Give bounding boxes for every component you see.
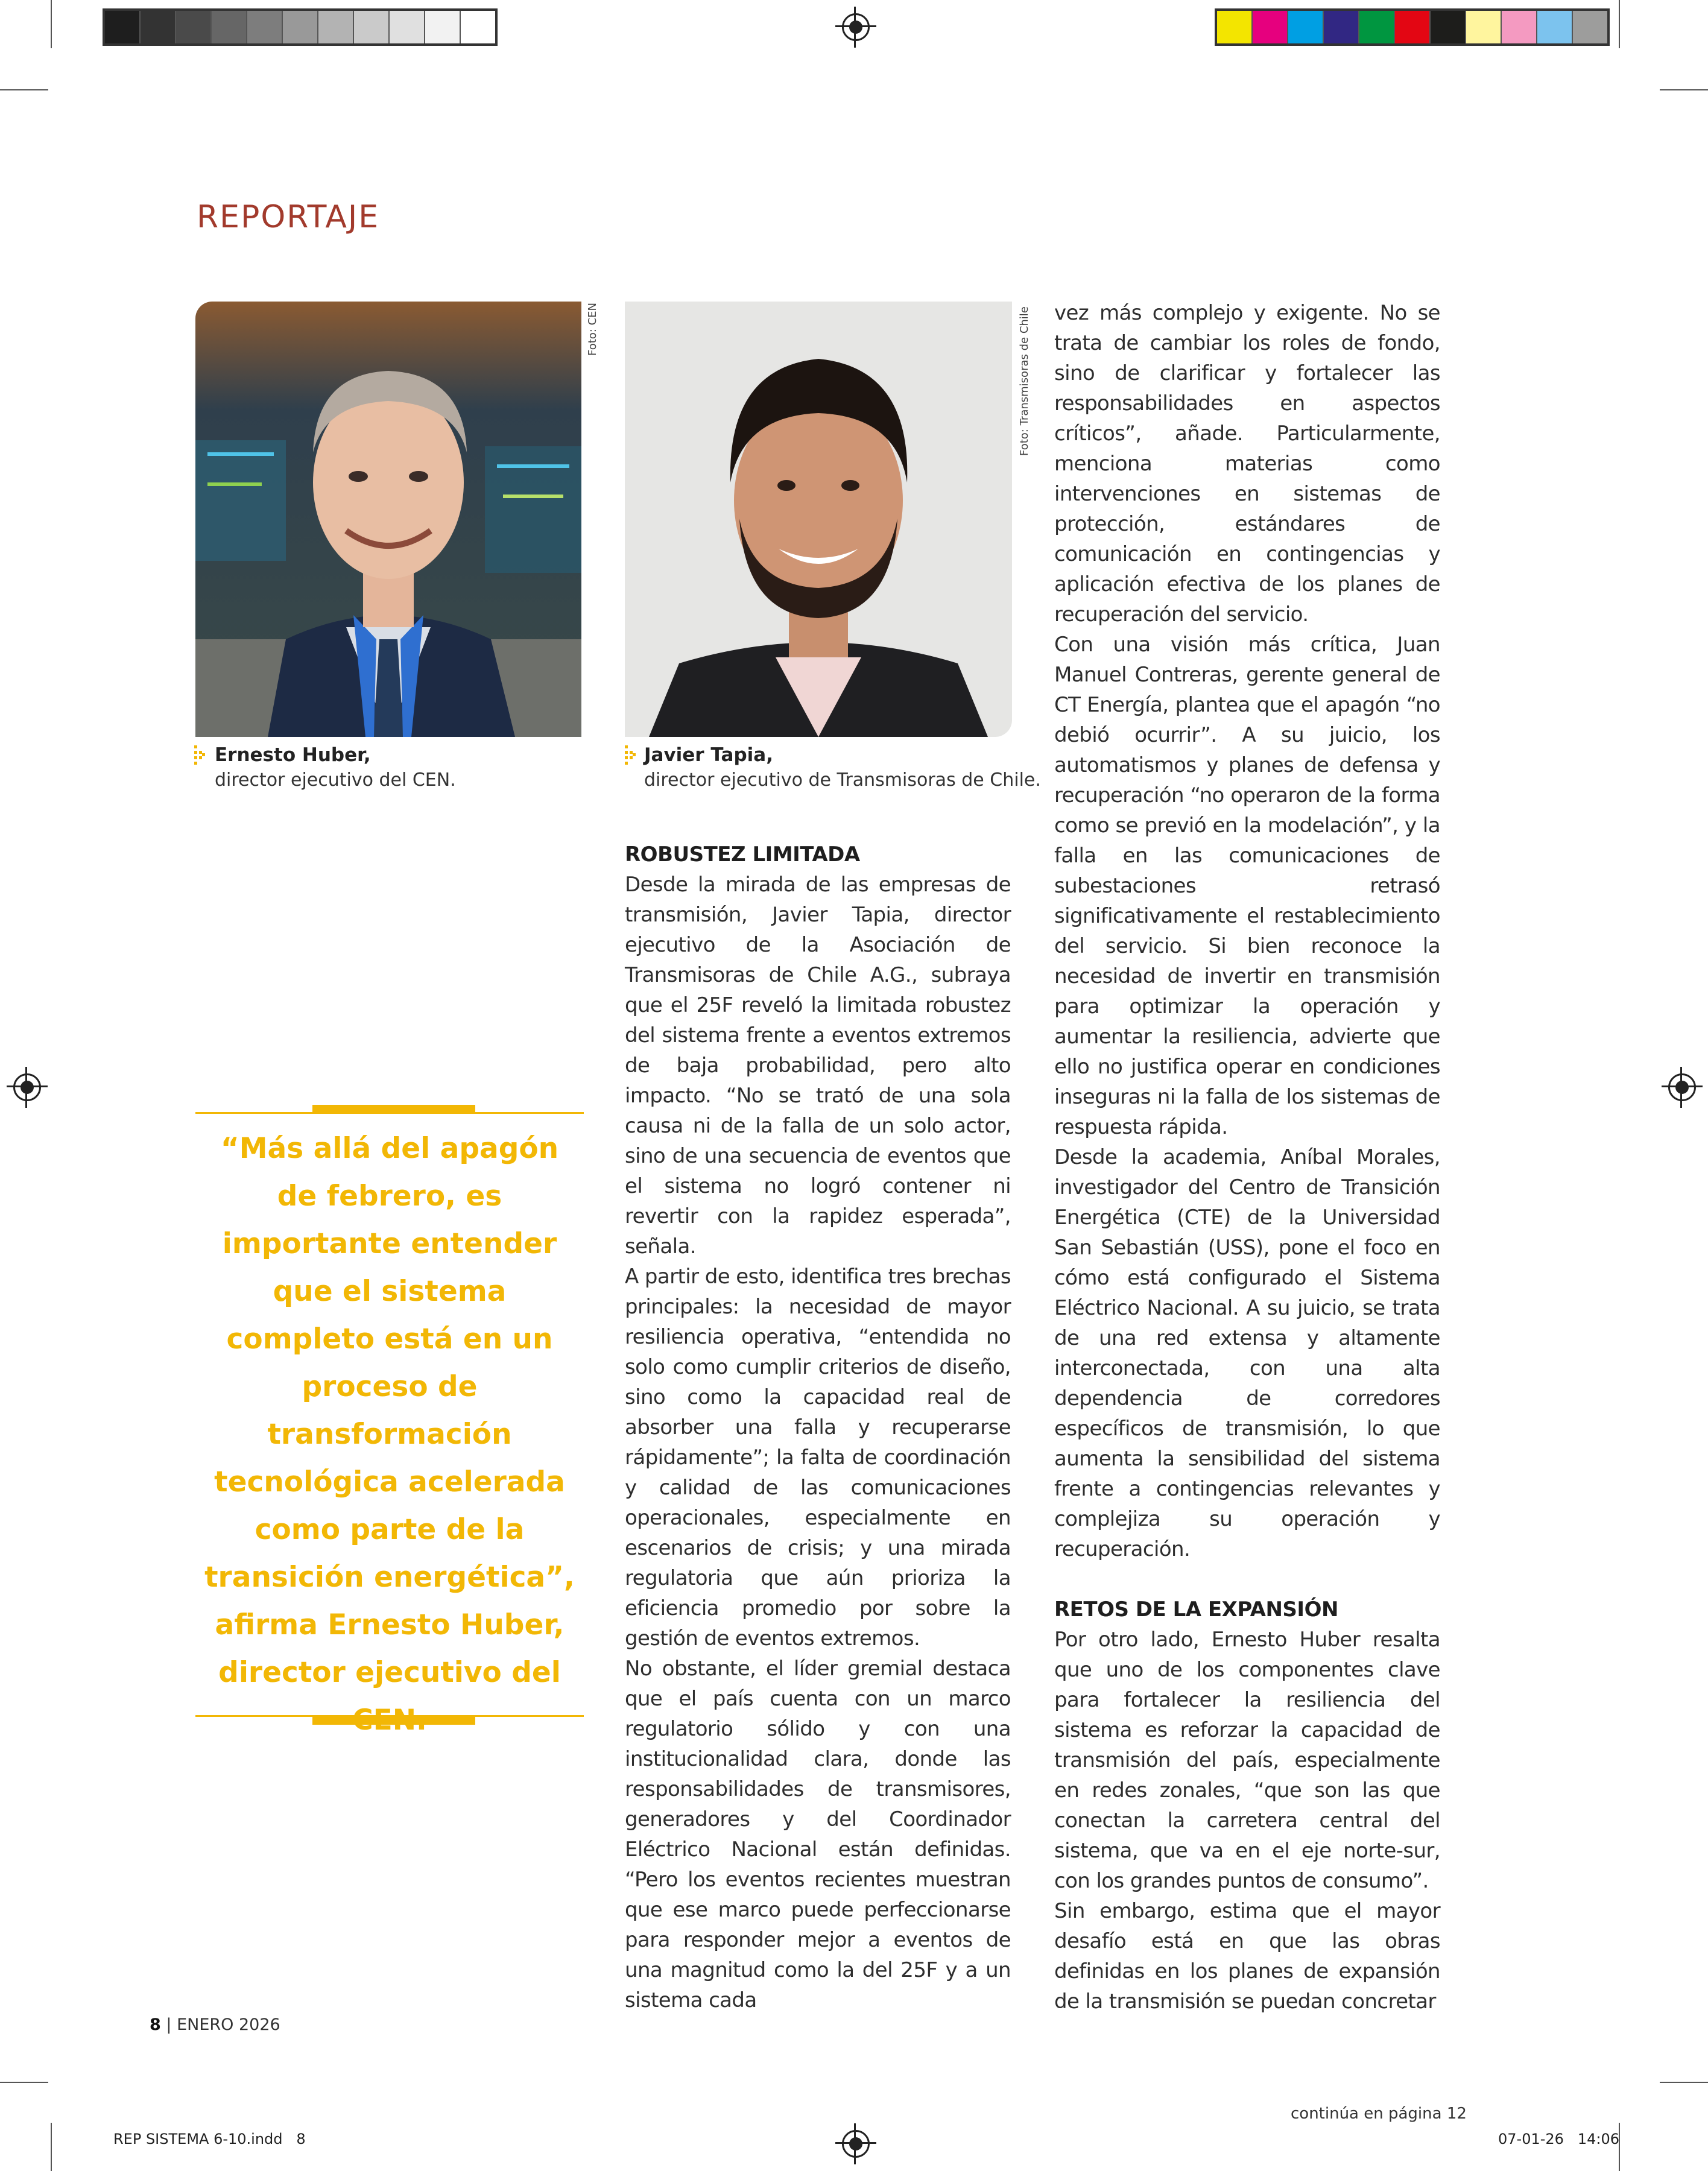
caption-role: director ejecutivo del CEN. [215,769,456,791]
photo-javier-tapia [625,302,1012,737]
subheading-robustez: ROBUSTEZ LIMITADA [625,842,860,867]
caption-marker-icon [194,745,205,766]
gray-swatch-strip [103,8,498,46]
issue-date: | ENERO 2026 [166,2015,280,2034]
page-number: 8 [150,2015,161,2034]
article-column-2 [625,839,1011,2015]
caption-name: Ernesto Huber, [215,744,371,766]
paragraph: A partir de esto, identifica tres brechas principales: la necesidad de mayor resiliencia operativa, “entendida no solo como cumplir criterios de diseño, sino como la capacidad real de absorber una falla y recuperarse rápidamente”; la falta de coordinación y calidad de las comunicaciones operacionales, especialmente en escenarios de crisis; y una mirada regulatoria que aún prioriza la eficiencia promedio por sobre la gestión de eventos extremos. [625,1265,1011,1651]
portrait-illustration [625,302,1012,737]
color-swatch-strip [1215,8,1610,46]
paragraph: Por otro lado, Ernesto Huber resalta que uno de los componentes clave para fortalecer la resiliencia del sistema es reforzar la capacidad de transmisión del país, especialmente en redes zonales, “que son las que conectan la carretera central del sistema, que va en el eje norte-sur, con los grandes puntos de consumo”. [1054,1628,1440,1893]
continues-note: continúa en página 12 [1291,2105,1467,2123]
paragraph: Sin embargo, estima que el mayor desafío está en que las obras definidas en los planes de expansión de la transmisión se puedan concretar [1054,1899,1440,2014]
slug-date: 07-01-26 14:06 [1498,2131,1619,2147]
crop-mark [1619,0,1620,48]
section-title: REPORTAJE [197,199,380,235]
crop-mark [1660,2082,1708,2083]
caption-name: Javier Tapia, [644,744,773,766]
crop-mark [1660,89,1708,90]
registration-mark-bottom-icon [842,2130,870,2158]
slug-file: REP SISTEMA 6-10.indd 8 [113,2131,306,2147]
photo-ernesto-huber [195,302,581,737]
quote-tab-bottom [312,1716,475,1725]
article-column-3 [1054,298,1440,2017]
paragraph: Con una visión más crítica, Juan Manuel Contreras, gerente general de CT Energía, plantea que el apagón “no debió ocurrir”. A su juicio, los automatismos y planes de defensa y recuperación “no operaron de la forma como se previó en la modelación”, y la falla en las comunicaciones de subestaciones retrasó significativamente el restablecimiento del servicio. Si bien reconoce la necesidad de invertir en transmisión para optimizar la operación y aumentar la resiliencia, advierte que ello no justifica operar en condiciones inseguras ni la falla de los sistemas de respuesta rápida. [1054,633,1440,1139]
paragraph: No obstante, el líder gremial destaca que el país cuenta con un marco regulatorio sólido y con una institucionalidad clara, donde las responsabilidades de transmisores, generadores y del Coordinador Eléctrico Nacional están definidas. “Pero los eventos recientes muestran que ese marco puede perfeccionarse para responder mejor a eventos de una magnitud como la del 25F y a un sistema cada [625,1657,1011,2012]
quote-tab-top [312,1105,475,1113]
paragraph: vez más complejo y exigente. No se trata de cambiar los roles de fondo, sino de clarificar y fortalecer las responsabilidades en aspectos críticos”, añade. Particularmente, menciona materias como intervenciones en sistemas de protección, estándares de comunicación en contingencias y aplicación efectiva de los planes de recuperación del servicio. [1054,301,1440,627]
crop-mark [51,2123,52,2171]
registration-mark-left-icon [13,1073,41,1101]
registration-mark-top-icon [842,13,870,41]
caption-role: director ejecutivo de Transmisoras de Chile. [644,769,1041,791]
photo-credit: Foto: CEN [586,303,599,356]
crop-mark [0,2082,48,2083]
portrait-illustration [195,302,581,737]
pull-quote: “Más allá del apagón de febrero, es importante entender que el sistema completo está en un proceso de transformación tecnológica acelerada como parte de la transición energética”, afirma Ernesto Huber, director ejecutivo del [204,1132,575,1689]
photo-credit: Foto: Transmisoras de Chile [1018,306,1031,456]
registration-mark-right-icon [1668,1073,1696,1101]
folio [150,2015,280,2034]
crop-mark [51,0,52,48]
paragraph: Desde la academia, Aníbal Morales, investigador del Centro de Transición Energética (CTE) de la Universidad San Sebastián (USS), pone el foco en cómo está configurado el Sistema Eléctrico Nacional. A su juicio, se trata de una red extensa y altamente interconectada, con una alta dependencia de corredores específicos de transmisión, lo que aumenta la sensibilidad del sistema frente a contingencias relevantes y complejiza su operación y recuperación. [1054,1145,1440,1561]
paragraph: Desde la mirada de las empresas de transmisión, Javier Tapia, director ejecutivo de la Asociación de Transmisoras de Chile A.G., subraya que el 25F reveló la limitada robustez del sistema frente a eventos extremos de baja probabilidad, pero alto impacto. “No se trató de una sola causa ni de la falla de un solo actor, sino de una secuencia de eventos que el sistema no logró contener ni revertir con la rapidez esperada”, señala. [625,873,1011,1259]
subheading-retos: RETOS DE LA EXPANSIÓN [1054,1597,1338,1622]
caption-marker-icon [625,745,636,766]
crop-mark [0,89,48,90]
